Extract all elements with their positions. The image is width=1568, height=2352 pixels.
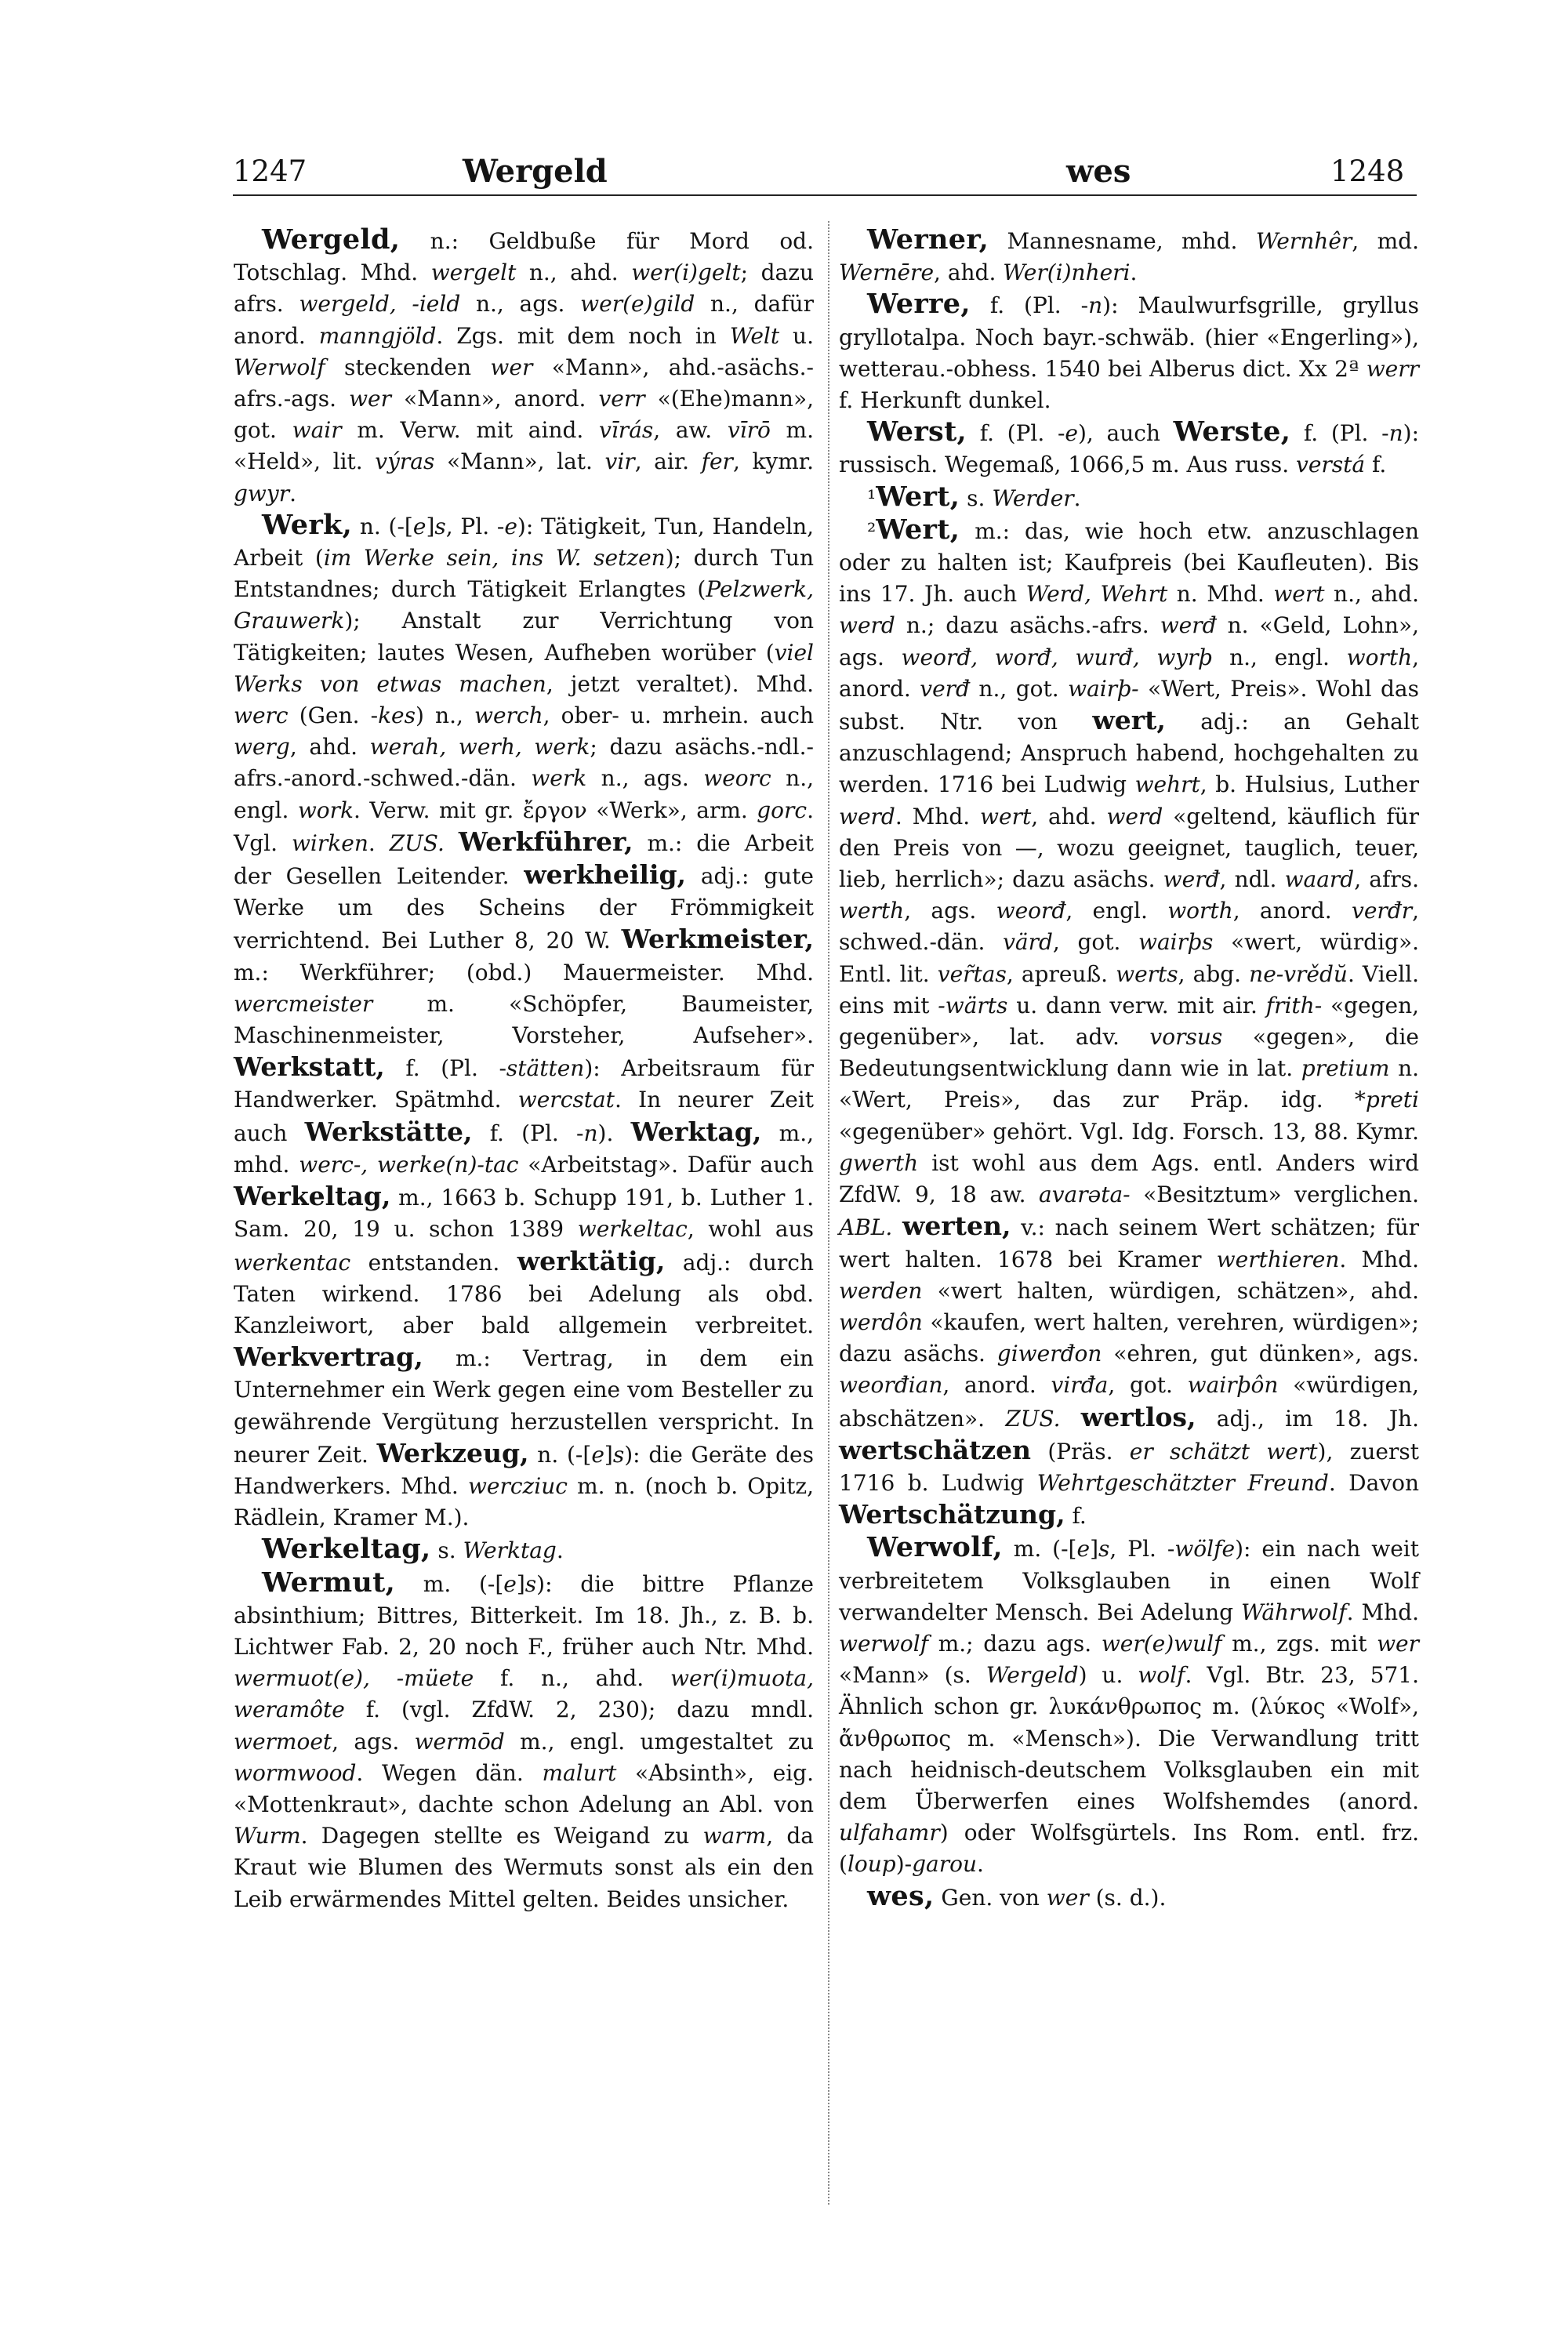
running-headword-left: Wergeld [463,153,608,190]
entry-werk: Werk, n. (-[e]s, Pl. -e): Tätigkeit, Tun, Handeln, Arbeit (im Werke sein, ins W. setzen); durch Tun Entstandnes; durch Tätigkeit Erlangtes (Pelzwerk, Grauwerk); Anstalt zur Verrichtung von Tätigkeiten; lautes Wesen, Aufheben worüber (viel Werks von etwas machen, jetzt veraltet). Mhd. werc (Gen. -kes) n., werch, ober- u. mrhein. auch werg, ahd. werah, werh, werk; dazu asächs.-ndl.-afrs.-anord.-schwed.-dän. werk n., ags. weorc n., engl. work. Verw. mit gr. ἔργον «Werk», arm. gorc. Vgl. wirken. ZUS. Werkführer, m.: die Arbeit der Gesellen Leitender. werkheilig, adj.: gute Werke um des Scheins der Frömmigkeit verrichtend. Bei Luther 8, 20 W. Werkmeister, m.: Werkführer; (obd.) Mauermeister. Mhd. wercmeister m. «Schöpfer, Baumeister, Maschinenmeister, Vorsteher, Aufseher». Werkstatt, f. (Pl. -stätten): Arbeitsraum für Handwerker. Spätmhd. wercstat. In neurer Zeit auch Werkstätte, f. (Pl. -n). Werktag, m., mhd. werc-, werke(n)-tac «Arbeitstag». Dafür auch Werkeltag, m., 1663 b. Schupp 191, b. Luther 1. Sam. 20, 19 u. schon 1389 werkeltac, wohl aus werkentac entstanden. werktätig, adj.: durch Taten wirkend. 1786 bei Adelung als obd. Kanzleiwort, aber bald allgemein verbreitet. Werkvertrag, m.: Vertrag, in dem ein Unternehmer ein Werk gegen eine vom Besteller zu gewährende Vergütung herzustellen verspricht. In neurer Zeit. Werkzeug, n. (-[e]s): die Geräte des Handwerkers. Mhd. wercziuc m. n. (noch b. Opitz, Rädlein, Kramer M.). [234,508,815,1531]
page-number-left: 1247 [233,154,307,188]
running-headword-right: wes [1066,153,1131,190]
entry-werre: Werre, f. (Pl. -n): Maulwurfsgrille, gryllus gryllotalpa. Noch bayr.-schwäb. (hier «Engerling»), wetterau.-obhess. 1540 bei Alberus dict. Xx 2ª werr f. Herkunft dunkel. [839,288,1419,414]
entry-wergeld: Wergeld, n.: Geldbuße für Mord od. Totschlag. Mhd. wergelt n., ahd. wer(i)gelt; dazu afrs. wergeld, -ield n., ags. wer(e)gild n., dafür anord. manngjöld. Zgs. mit dem noch in Welt u. Werwolf steckenden wer «Mann», ahd.-asächs.-afrs.-ags. wer «Mann», anord. verr «(Ehe)mann», got. wair m. Verw. mit aind. vīrás, aw. vīrō m. «Held», lit. výras «Mann», lat. vir, air. fer, kymr. gwyr. [234,223,814,506]
entry-werst: Werst, f. (Pl. -e), auch Werste, f. (Pl. -n): russisch. Wegemaß, 1066,5 m. Aus russ. verstá f. [839,416,1420,478]
running-head [0,154,1568,193]
header-rule [233,194,1417,196]
entry-wert-2: ²Wert, m.: das, wie hoch etw. anzuschlagen oder zu halten ist; Kaufpreis (bei Kaufleuten). Bis ins 17. Jh. auch Werd, Wehrt n. Mhd. wert n., ahd. werd n.; dazu asächs.-afrs. werđ n. «Geld, Lohn», ags. weorđ, worđ, wurđ, wyrþ n., engl. worth, anord. verđ n., got. wairþ- «Wert, Preis». Wohl das subst. Ntr. von wert, adj.: an Gehalt anzuschlagend; Anspruch habend, hochgehalten zu werden. 1716 bei Ludwig wehrt, b. Hulsius, Luther werd. Mhd. wert, ahd. werd «geltend, käuflich für den Preis von —, wozu geeignet, tauglich, teuer, lieb, herrlich»; dazu asächs. werđ, ndl. waard, afrs. werth, ags. weorđ, engl. worth, anord. verđr, schwed.-dän. värd, got. wairþs «wert, würdig». Entl. lit. ver̃tas, apreuß. werts, abg. ne-vrědŭ. Viell. eins mit -wärts u. dann verw. mit air. frith- «gegen, gegenüber», lat. adv. vorsus «gegen», die Bedeutungsentwicklung dann wie in lat. pretium n. «Wert, Preis», das zur Präp. idg. *preti «gegenüber» gehört. Vgl. Idg. Forsch. 13, 88. Kymr. gwerth ist wohl aus dem Ags. entl. Anders wird ZfdW. 9, 18 aw. avarəta- «Besitztum» verglichen. ABL. werten, v.: nach seinem Wert schätzen; für wert halten. 1678 bei Kramer werthieren. Mhd. werden «wert halten, würdigen, schätzen», ahd. werdôn «kaufen, wert halten, verehren, würdigen»; dazu asächs. giwerđon «ehren, gut dünken», ags. weorđian, anord. virđa, got. wairþôn «würdigen, abschätzen». ZUS. wertlos, adj., im 18. Jh. wertschätzen (Präs. er schätzt wert), zuerst 1716 b. Ludwig Wehrtgeschätzter Freund. Davon Wertschätzung, f. [839,513,1420,1530]
entry-wes: wes, Gen. von wer (s. d.). [867,1879,1167,1912]
page-number-right: 1248 [1330,154,1405,188]
column-left [234,224,814,1915]
entry-wermut: Wermut, m. (-[e]s): die bittre Pflanze absinthium; Bittres, Bitterkeit. Im 18. Jh., z. B. b. Lichtwer Fab. 2, 20 noch F., früher auch Ntr. Mhd. wermuot(e), -müete f. n., ahd. wer(i)muota, weramôte f. (vgl. ZfdW. 2, 230); dazu mndl. wermoet, ags. wermōd m., engl. umgestaltet zu wormwood. Wegen dän. malurt «Absinth», eig. «Mottenkraut», dachte schon Adelung an Abl. von Wurm. Dagegen stellte es Weigand zu warm, da Kraut wie Blumen des Wermuts sonst als ein den Leib erwärmendes Mittel gelten. Beides unsicher. [234,1566,815,1912]
column-divider [828,221,829,2205]
column-right [839,224,1419,1914]
entry-werner: Werner, Mannesname, mhd. Wernhêr, md. Wernēre, ahd. Wer(i)nheri. [839,223,1419,286]
entry-wert-1: ¹Wert, s. Werder. [867,480,1081,513]
entry-werwolf: Werwolf, m. (-[e]s, Pl. -wölfe): ein nach weit verbreitetem Volksglauben in einen Wolf verwandelter Mensch. Bei Adelung Währwolf. Mhd. werwolf m.; dazu ags. wer(e)wulf m., zgs. mit wer «Mann» (s. Wergeld) u. wolf. Vgl. Btr. 23, 571. Ähnlich schon gr. λυκάνθρωπος m. (λύκος «Wolf», ἄνθρωπος m. «Mensch»). Die Verwandlung tritt nach heidnisch-deutschem Volksglauben ein mit dem Überwerfen eines Wolfshemdes (anord. ulfahamr) oder Wolfsgürtels. Ins Rom. entl. frz. (loup)-garou. [839,1531,1420,1878]
entry-werkeltag: Werkeltag, s. Werktag. [262,1533,564,1566]
